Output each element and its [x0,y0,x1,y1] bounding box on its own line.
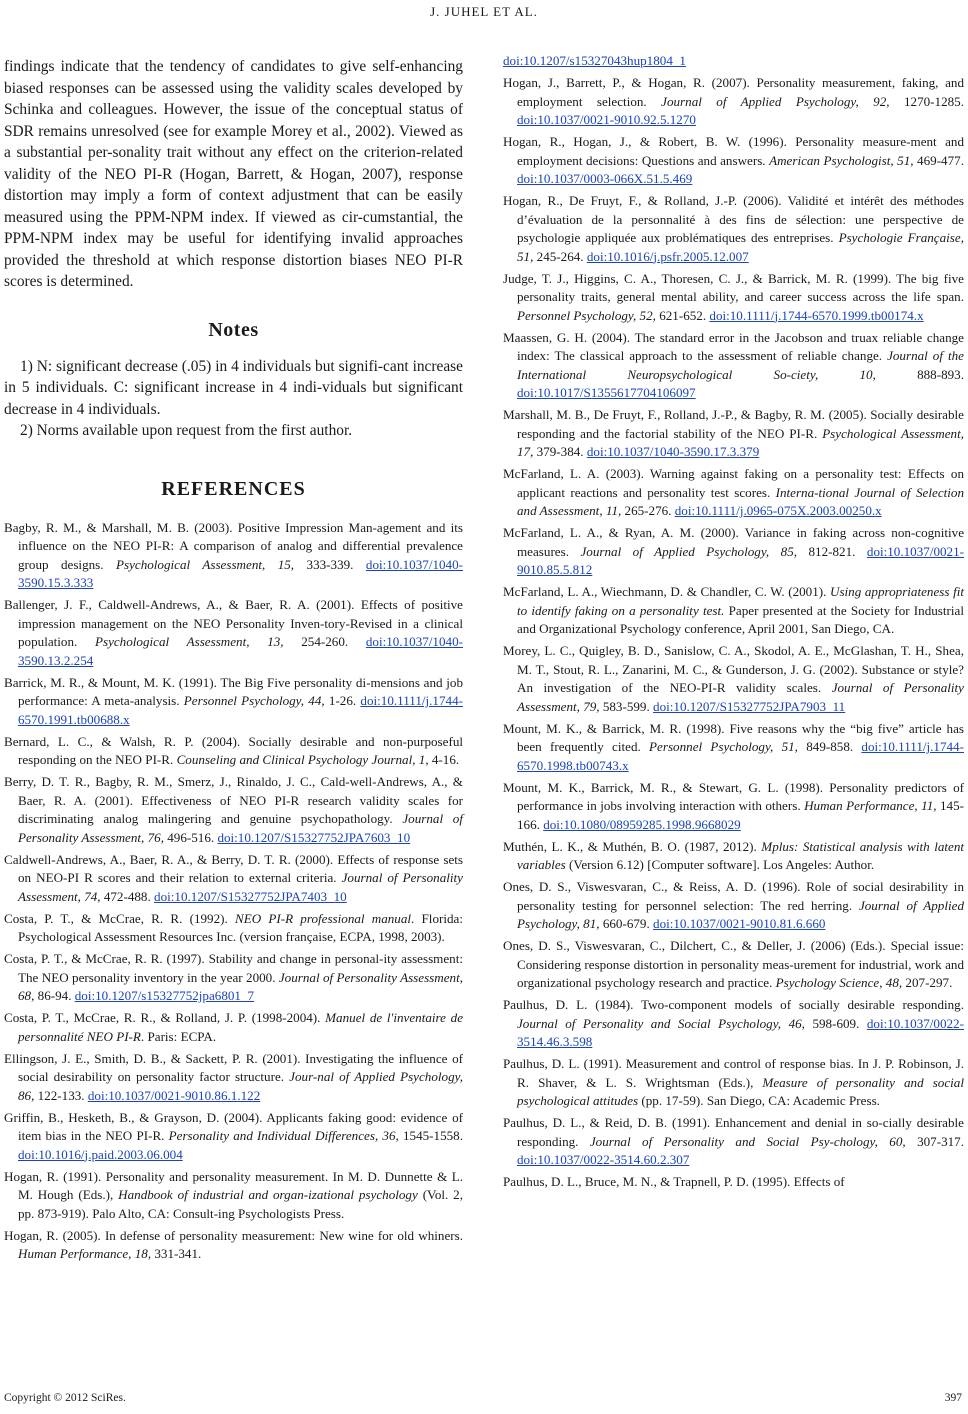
reference-entry [4,519,463,593]
reference-entry [503,583,964,639]
reference-entry [4,733,463,770]
reference-text: Morey, L. C., Quigley, B. D., Sanislow, C. A., Skodol, A. E., McGlashan, T. H., Shea, M. T., Stout, R. L., Zanarini, M. C., & Gunderson, J. G. (2002). Substance or style? An investigation of the NEO-PI-R validity scales. [503,643,964,695]
reference-text: 265-276. [621,503,675,518]
doi-link[interactable]: doi:10.1037/0021-9010.85.5.812 [517,543,965,577]
reference-source: Using appropriateness fit to identify faking on a personality test. [517,584,964,618]
reference-text: Paulhus, D. L. (1984). Two-component models of socially desirable responding. [503,997,964,1012]
reference-text: 122-133. [34,1087,88,1103]
reference-entry [503,996,964,1052]
copyright-notice: Copyright © 2012 SciRes. [4,1392,126,1404]
reference-text: McFarland, L. A., Wiechmann, D. & Chandler, C. W. (2001). [503,584,830,599]
reference-text: 1270-1285. [889,93,964,109]
reference-text: 86-94. [34,988,75,1003]
reference-text: 660-679. [599,916,654,931]
reference-source: Personnel Psychology, 51, [649,739,798,754]
doi-link[interactable]: doi:10.1037/1040-3590.15.3.333 [18,556,464,590]
doi-link[interactable]: doi:10.1037/1040-3590.13.2.254 [18,634,463,668]
reference-entry [503,642,964,716]
reference-text: 621-652. [655,307,710,323]
reference-text: Hogan, R., Hogan, J., & Robert, B. W. (1996). Personality measure-ment and employment decisions: Questions and answers. [503,134,964,168]
reference-source: Psychological Assessment, 15, [115,556,295,572]
reference-text: Paulhus, D. L. (1991). Measurement and control of response bias. In J. P. Robinson, J. R. Shaver, & L. S. Wrightsman (Eds.), [503,1056,964,1090]
reference-entry [4,1050,463,1106]
reference-list-left [4,519,463,1264]
reference-source: Personality and Individual Differences, 36, [168,1128,399,1143]
reference-entry [4,1109,463,1165]
reference-source: Journal of Personality Assessment, 68, [18,969,463,1003]
body-paragraph: findings indicate that the tendency of candidates to give self-enhancing biased responses can be assessed using the validity scales developed by Schinka and colleagues. However, the issue of the conceptual status of SDR remains unresolved (see for example Morey et al., 2002). Viewed as a substantial per-sonality trait without any effect on the criterion-related validity of the NEO PI-R (Hogan, Barrett, & Hogan, 2007), response distortion may imply a form of context adjustment that can be easily measured using the PPM-NPM index. If viewed as cir-cumstantial, the PPM-NPM index may be useful for identifying invalid approaches provided the threshold at which response distortion biases NEO PI-R scores is determined. [4,58,463,290]
reference-text: Paulhus, D. L., & Reid, D. B. (1991). Enhancement and denial in so-cially desirable responding. [503,1115,964,1149]
reference-source: Journal of Applied Psychology, 85, [580,543,798,559]
doi-link[interactable]: doi:10.1037/0021-9010.86.1.122 [87,1087,261,1103]
reference-source: Psychology Science, 48, [775,975,903,990]
reference-text: 207-297. [902,975,953,990]
doi-link[interactable]: doi:10.1080/08959285.1998.9668029 [543,816,741,832]
reference-text: 254-260. [283,634,366,649]
reference-source: Journal of Applied Psychology, 92, [661,93,890,109]
doi-link[interactable]: doi:10.1016/j.psfr.2005.12.007 [586,248,749,264]
reference-source: Jour-nal of Applied Psychology, 86, [18,1069,463,1103]
doi-link[interactable]: doi:10.1037/0003-066X.51.5.469 [517,171,693,186]
reference-text: 849-858. [797,739,862,754]
reference-text: Mount, M. K., & Barrick, M. R. (1998). Five reasons why the “big five” article has been frequently cited. [503,720,964,754]
doi-link[interactable]: doi:10.1037/0021-9010.81.6.660 [653,916,826,931]
reference-entry [503,192,964,266]
reference-source: Psychologie Française, 51, [517,230,964,264]
reference-text: 583-599. [599,698,654,714]
doi-link[interactable]: doi:10.1037/1040-3590.17.3.379 [586,444,760,459]
doi-link[interactable]: doi:10.1207/S15327752JPA7603_10 [217,829,411,845]
reference-source: Journal of Personality Assessment, 74, [18,870,463,904]
note-1: 1) N: significant decrease (.05) in 4 individuals but signifi-cant increase in 5 individuals. C: significant increase in 4 indi-viduals but significant decrease in 4 individuals. [4,357,463,418]
reference-text: 598-609. [804,1015,867,1031]
reference-entry [503,838,964,875]
reference-text: 331-341. [151,1246,202,1261]
reference-text: 379-384. [533,444,587,459]
reference-text: Ones, D. S., Viswesvaran, C., Dilchert, C., & Deller, J. (2006) (Eds.). Special issue: Considering response distortion in personality meas-urement for industrial, work and organizational psychology research and practice. [503,938,964,990]
reference-source: Measure of personality and social psychological attitudes [517,1074,964,1108]
reference-text: Ellingson, J. E., Smith, D. B., & Sackett, P. R. (2001). Investigating the influence of social desirability on personality factor structure. [4,1050,463,1084]
reference-text: Mount, M. K., Barrick, M. R., & Stewart, G. L. (1998). Personality predictors of performance in jobs involving interaction with others. [503,779,964,813]
reference-text: Costa, P. T., McCrae, R. R., & Rolland, J. P. (1998-2004). [4,1010,326,1025]
reference-text: (Vol. 2, pp. 873-919). Palo Alto, CA: Consult-ing Psychologists Press. [18,1187,463,1221]
reference-text: . Paris: ECPA. [140,1028,217,1044]
reference-text: Maassen, G. H. (2004). The standard error in the Jacobson and truax reliable change index: The classical approach to the assessment of reliable change. [503,329,964,363]
reference-list-right [503,52,964,1192]
reference-text: Judge, T. J., Higgins, C. A., Thoresen, C. J., & Barrick, M. R. (1999). The big five personality traits, general mental ability, and career success across the life span. [503,270,964,304]
reference-text: (Version 6.12) [Computer software]. Los Angeles: Author. [565,857,875,872]
doi-link[interactable]: doi:10.1037/0022-3514.46.3.598 [517,1015,964,1049]
reference-entry [503,329,964,403]
reference-entry [4,950,463,1006]
reference-entry [4,596,463,670]
left-column [4,56,463,1267]
doi-link[interactable]: doi:10.1111/j.1744-6570.1999.tb00174.x [709,307,924,323]
doi-link[interactable]: doi:10.1207/S15327752JPA7403_10 [154,888,347,904]
reference-entry [4,674,463,730]
right-column [503,52,964,1195]
reference-text: Costa, P. T., & McCrae, R. R. (1997). Stability and change in personal-ity assessment: The NEO personality inventory in the year 2000. [4,951,463,985]
reference-source: NEO PI-R professional manual [234,910,412,926]
reference-text: Muthén, L. K., & Muthén, B. O. (1987, 2012). [503,838,762,854]
reference-source: Journal of Personality Assessment, 76, [18,811,463,845]
reference-source: Handbook of industrial and organ-izational psychology [118,1187,418,1202]
reference-text: Griffin, B., Hesketh, B., & Grayson, D. (2004). Applicants faking good: evidence of item bias in the NEO PI-R. [4,1109,463,1143]
reference-entry [4,773,463,847]
doi-link[interactable]: doi:10.1207/S15327752JPA7903_11 [653,698,846,714]
reference-entry [503,406,964,462]
reference-source: Manuel de l'inventaire de personnalité NEO PI-R [18,1010,464,1044]
reference-text: Paulhus, D. L., Bruce, M. N., & Trapnell, P. D. (1995). Effects of [503,1174,845,1189]
reference-text: Hogan, R., De Fruyt, F., & Rolland, J.-P. (2006). Validité et intérêt des méthodes d’évaluation de la personnalité à des fins de sélection: une perspective de psychologie appliquée aux problématiques des entreprises. [503,193,964,245]
reference-text: Ones, D. S., Viswesvaran, C., & Reiss, A. D. (1996). Role of social desirability in personality testing for personnel selection: The red herring. [503,879,964,913]
reference-entry [4,1168,463,1224]
reference-entry [503,465,964,521]
reference-source: Journal of the International Neuropsychological So-ciety, 10, [517,348,964,382]
running-header: J. JUHEL ET AL. [430,4,538,19]
reference-text: Hogan, J., Barrett, P., & Hogan, R. (2007). Personality measurement, faking, and employment selection. [503,75,964,109]
reference-source: Counseling and Clinical Psychology Journal, 1, [176,752,429,767]
reference-text: Paper presented at the Society for Industrial and Organizational Psychology conference, April 2001, San Diego, CA. [517,602,964,636]
reference-source: American Psychologist, 51, [769,152,914,168]
doi-link[interactable]: doi:10.1111/j.1744-6570.1998.tb00743.x [517,739,964,773]
doi-link[interactable]: doi:10.1111/j.0965-075X.2003.00250.x [674,503,882,518]
reference-text: 333-339. [294,556,366,572]
doi-link[interactable]: doi:10.1207/s15327043hup1804_1 [503,53,686,68]
doi-link[interactable]: doi:10.1037/0022-3514.60.2.307 [517,1152,690,1167]
reference-text: Hogan, R. (2005). In defense of personality measurement: New wine for old whiners. [4,1227,463,1243]
reference-entry [503,937,964,993]
reference-entry [503,524,964,580]
reference-entry [503,1114,964,1170]
reference-source: Interna-tional Journal of Selection and Assessment, 11, [517,484,964,518]
reference-entry [503,720,964,776]
reference-text: Ballenger, J. F., Caldwell-Andrews, A., & Baer, R. A. (2001). Effects of positive impression management on the NEO Personality Inven-tory-Revised in a clinical population. [4,597,463,649]
reference-text: Hogan, R. (1991). Personality and personality measurement. In M. D. Dunnette & L. M. Hough (Eds.), [4,1168,463,1202]
reference-source: Journal of Applied Psychology, 81, [517,897,964,931]
reference-source: Mplus: Statistical analysis with latent variables [517,838,965,872]
reference-text: Berry, D. T. R., Bagby, R. M., Smerz, J., Rinaldo, J. C., Cald-well-Andrews, A., & Baer, R. A. (2001). Effectiveness of NEO PI-R research validity scales for discriminating analog malingering and genuine psychopathology. [4,774,463,826]
page-number: 397 [944,1392,962,1404]
reference-entry [503,270,964,326]
reference-entry [4,1227,463,1264]
reference-source: Journal of Personality Assessment, 79, [517,680,964,714]
reference-source: Human Performance, 11, [804,798,937,813]
reference-text: 812-821. [797,543,867,559]
reference-text: 469-477. [913,152,964,168]
reference-source: Journal of Personality and Social Psychology, 46, [517,1015,805,1031]
doi-link[interactable]: doi:10.1017/S1355617704106097 [517,385,696,400]
reference-text: Costa, P. T., & McCrae, R. R. (1992). [4,910,235,926]
notes-heading: Notes [208,318,259,341]
reference-text: 1-26. [324,693,361,708]
reference-text: McFarland, L. A. (2003). Warning against faking on a personality test: Effects on applicant reactions and personality test scores. [503,466,964,500]
reference-entry [4,1009,463,1046]
reference-text: 496-516. [163,829,218,845]
reference-entry [503,1173,964,1192]
reference-text: Caldwell-Andrews, A., Baer, R. A., & Berry, D. T. R. (2000). Effects of response sets on NEO-PI R scores and their relation to external criteria. [4,851,463,885]
reference-text: (pp. 17-59). San Diego, CA: Academic Press. [638,1093,880,1108]
reference-entry [4,910,463,947]
reference-source: Psychological Assessment, 13, [94,634,284,649]
reference-text: Marshall, M. B., De Fruyt, F., Rolland, J.-P., & Bagby, R. M. (2005). Socially desirable responding and the factorial stability of the NEO PI-R. [503,407,964,441]
reference-text: 307-317. [905,1133,964,1149]
reference-text: 472-488. [100,888,155,904]
reference-entry [4,851,463,907]
reference-text: 145-166. [517,798,964,832]
reference-text: 888-893. [875,366,964,382]
doi-link[interactable]: doi:10.1037/0021-9010.92.5.1270 [517,112,696,127]
reference-text: 1545-1558. [398,1128,463,1143]
reference-text: McFarland, L. A., & Ryan, A. M. (2000). Variance in faking across non-cognitive measures. [503,525,964,559]
reference-source: Journal of Personality and Social Psy-chology, 60, [589,1133,906,1149]
doi-link[interactable]: doi:10.1016/j.paid.2003.06.004 [18,1146,183,1162]
reference-text: Barrick, M. R., & Mount, M. K. (1991). The Big Five personality di-mensions and job performance: A meta-analysis. [4,674,463,708]
doi-link[interactable]: doi:10.1207/s15327752jpa6801_7 [74,988,255,1003]
reference-entry [503,779,964,835]
reference-text: 245-264. [533,248,587,264]
reference-text: Bernard, L. C., & Walsh, R. P. (2004). Socially desirable and non-purposeful responding on the NEO PI-R. [4,733,463,767]
reference-entry [503,52,964,71]
reference-source: Human Performance, 18, [18,1246,152,1261]
reference-entry [503,1055,964,1111]
reference-entry [503,133,964,189]
reference-text: 4-16. [428,752,460,767]
references-heading: REFERENCES [161,477,306,500]
note-2: 2) Norms available upon request from the first author. [20,422,353,439]
reference-text: . Florida: Psychological Assessment Resources Inc. (version française, ECPA, 1998, 2003). [18,910,463,944]
reference-entry [503,878,964,934]
reference-text: Bagby, R. M., & Marshall, M. B. (2003). Positive Impression Man-agement and its influence on the NEO PI-R: A comparison of analog and differential prevalence group designs. [4,519,463,572]
doi-link[interactable]: doi:10.1111/j.1744-6570.1991.tb00688.x [18,693,463,727]
reference-source: Personnel Psychology, 44, [183,693,325,708]
reference-entry [503,74,964,130]
reference-source: Personnel Psychology, 52, [517,307,656,323]
reference-source: Psychological Assessment, 17, [517,425,964,459]
